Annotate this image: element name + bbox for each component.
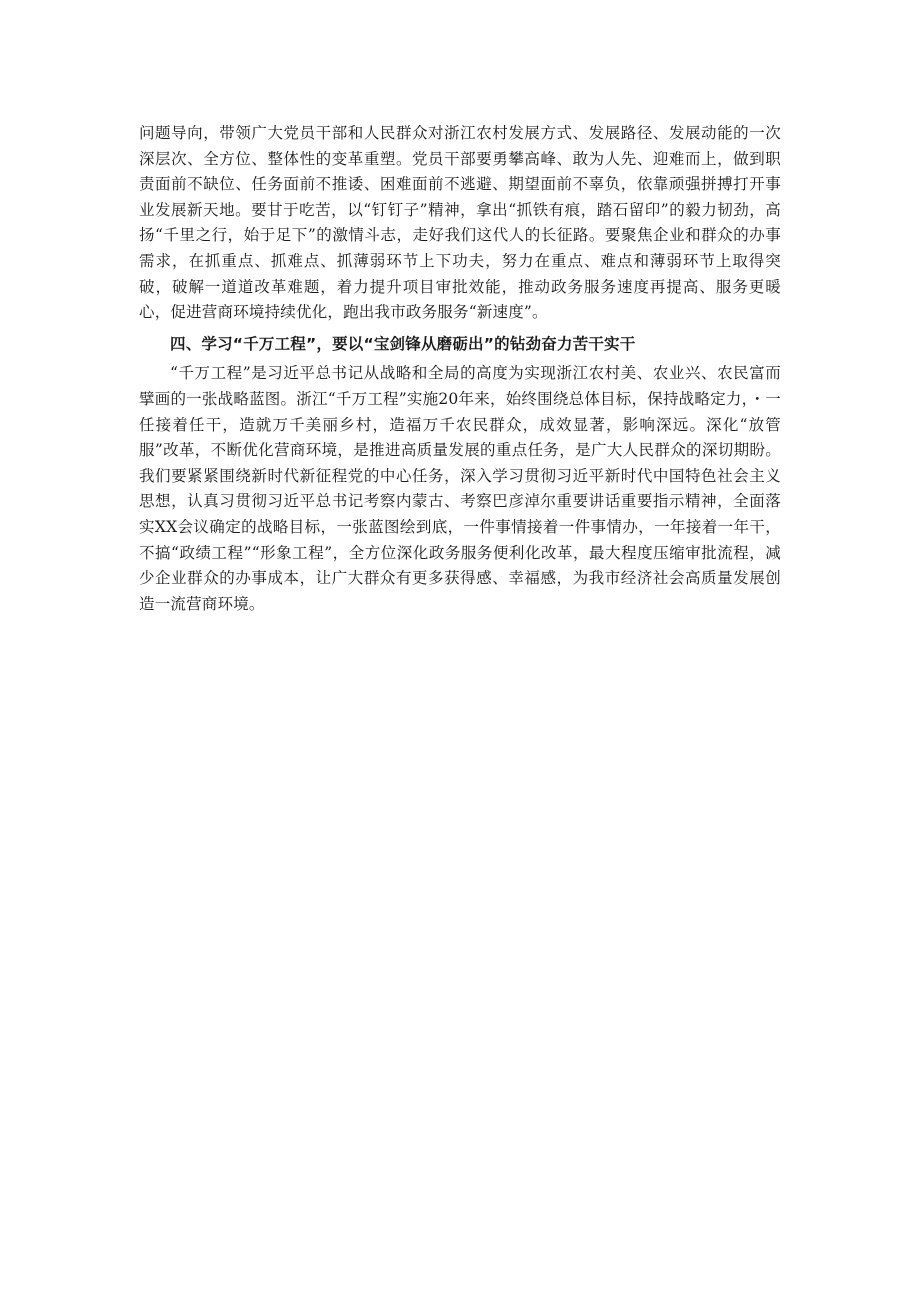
body-paragraph-continued: 问题导向，带领广大党员干部和人民群众对浙江农村发展方式、发展路径、发展动能的一次深层次、全方位、整体性的变革重塑。党员干部要勇攀高峰、敢为人先、迎难而上，做到职责面前不缺位、任务面前不推诿、困难面前不逃避、期望面前不辜负，依靠顽强拼搏打开事业发展新天地。要甘于吃苦，以“钉钉子”精神，拿出“抓铁有痕，踏石留印”的毅力韧劲，高扬“千里之行，始于足下”的激情斗志，走好我们这代人的长征路。要聚焦企业和群众的办事需求，在抓重点、抓难点、抓薄弱环节上下功夫，努力在重点、难点和薄弱环节上取得突破，破解一道道改革难题，着力提升项目审批效能，推动政务服务速度再提高、服务更暖心，促进营商环境持续优化，跑出我市政务服务“新速度”。 <box>139 124 781 322</box>
section-heading: 四、学习“千万工程”，要以“宝剑锋从磨砺出”的钻劲奋力苦干实干 <box>170 334 636 353</box>
body-paragraph: “千万工程”是习近平总书记从战略和全局的高度为实现浙江农村美、农业兴、农民富而擘画的一张战略蓝图。浙江“千万工程”实施20年来，始终围绕总体目标，保持战略定力，・一任接着任干，造就万千美丽乡村，造福万千农民群众，成效显著，影响深远。深化“放管服”改革，不断优化营商环境，是推进高质量发展的重点任务，是广大人民群众的深切期盼。我们要紧紧围绕新时代新征程党的中心任务，深入学习贯彻习近平新时代中国特色社会主义思想，认真习贯彻习近平总书记考察内蒙古、考察巴彦淖尔重要讲话重要指示精神，全面落实XX会议确定的战略目标，一张蓝图绘到底，一件事情接着一件事情办，一年接着一年干，不搞“政绩工程”“形象工程”，全方位深化政务服务便利化改革，最大程度压缩审批流程，减少企业群众的办事成本，让广大群众有更多获得感、幸福感，为我市经济社会高质量发展创造一流营商环境。 <box>139 364 781 613</box>
document-body <box>139 121 781 617</box>
